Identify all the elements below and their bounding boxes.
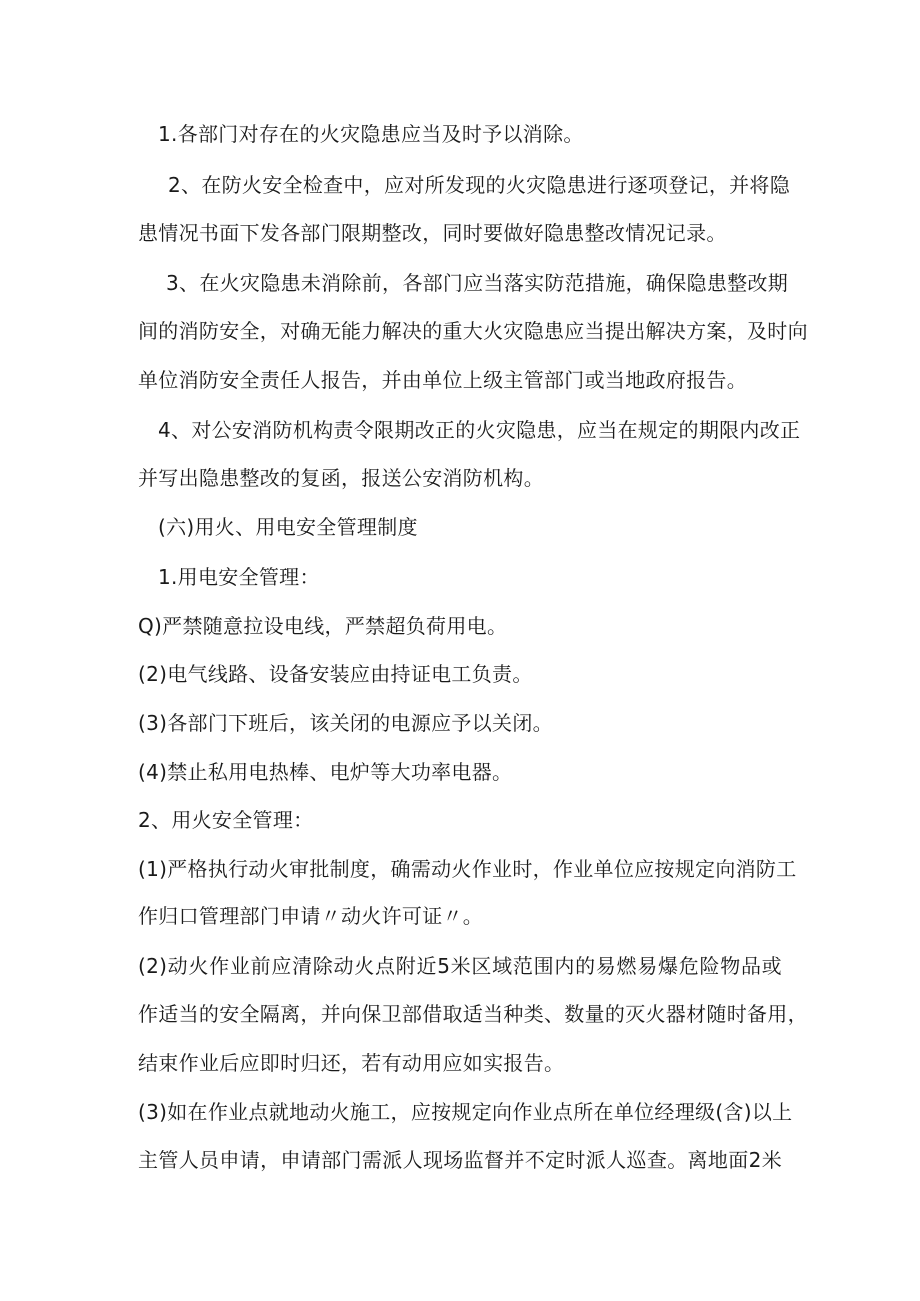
paragraph-line: 并写出隐患整改的复函，报送公安消防机构。	[138, 466, 544, 490]
section-heading: (六)用火、用电安全管理制度	[158, 515, 418, 539]
list-item: 作适当的安全隔离，并向保卫部借取适当种类、数量的灭火器材随时备用，	[138, 1002, 808, 1026]
subsection-heading: 1.用电安全管理：	[158, 565, 320, 589]
paragraph-line: 2、在防火安全检查中，应对所发现的火灾隐患进行逐项登记，并将隐	[168, 173, 791, 197]
paragraph-line: 1.各部门对存在的火灾隐患应当及时予以消除。	[158, 122, 584, 146]
list-item: Q)严禁随意拉设电线，严禁超负荷用电。	[138, 614, 508, 638]
paragraph-line: 4、对公安消防机构责令限期改正的火灾隐患，应当在规定的期限内改正	[158, 418, 801, 442]
list-item: 主管人员申请，申请部门需派人现场监督并不定时派人巡查。离地面2米	[138, 1148, 782, 1172]
paragraph-line: 3、在火灾隐患未消除前，各部门应当落实防范措施，确保隐患整改期	[166, 271, 789, 295]
list-item: (2)动火作业前应清除动火点附近5米区域范围内的易燃易爆危险物品或	[138, 954, 782, 978]
list-item: 作归口管理部门申请〃动火许可证〃。	[138, 904, 484, 928]
list-item: (4)禁止私用电热棒、电炉等大功率电器。	[138, 760, 513, 784]
list-item: (3)各部门下班后，该关闭的电源应予以关闭。	[138, 711, 553, 735]
paragraph-line: 间的消防安全，对确无能力解决的重大火灾隐患应当提出解决方案，及时向	[138, 319, 808, 343]
paragraph-line: 患情况书面下发各部门限期整改，同时要做好隐患整改情况记录。	[138, 221, 727, 245]
subsection-heading: 2、用火安全管理：	[138, 808, 314, 832]
paragraph-line: 单位消防安全责任人报告，并由单位上级主管部门或当地政府报告。	[138, 368, 747, 392]
list-item: (1)严格执行动火审批制度，确需动火作业时，作业单位应按规定向消防工	[138, 857, 797, 881]
list-item: 结束作业后应即时归还，若有动用应如实报告。	[138, 1051, 565, 1075]
list-item: (2)电气线路、设备安装应由持证电工负责。	[138, 662, 533, 686]
list-item: (3)如在作业点就地动火施工，应按规定向作业点所在单位经理级(含)以上	[138, 1100, 793, 1124]
